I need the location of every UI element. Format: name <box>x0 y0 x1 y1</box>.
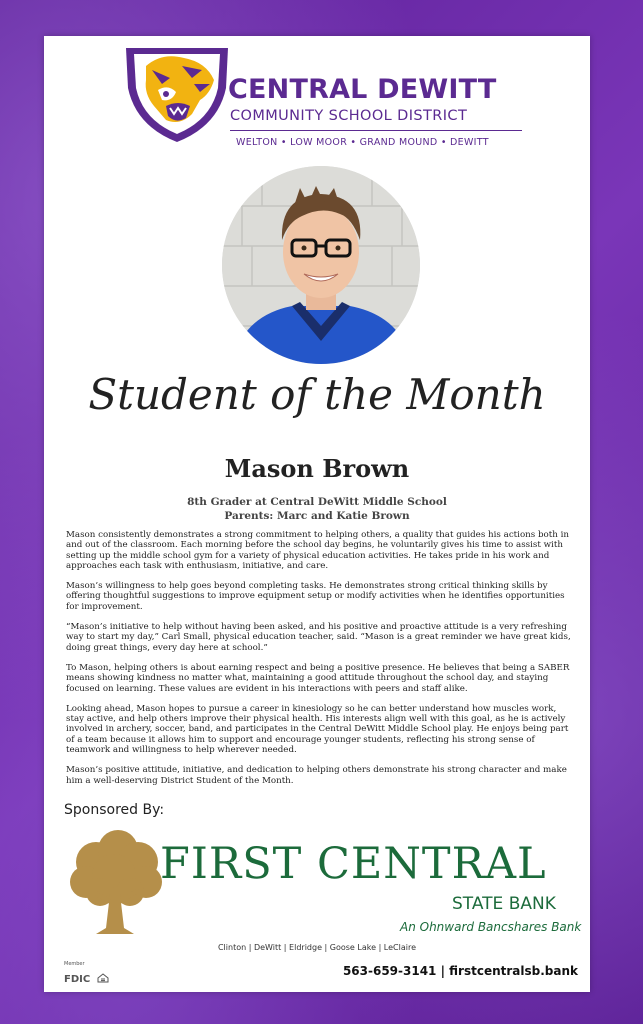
article-paragraph: “Mason’s initiative to help without having been asked, and his positive and proactive attitude is a very refreshing way to start my day,” Carl Small, physical education teacher, said. “Mason is a great reminder we have great kids, doing great things, every day here at school.” <box>66 622 571 653</box>
student-grade: 8th Grader at Central DeWitt Middle School <box>187 496 447 508</box>
student-parents: Parents: Marc and Katie Brown <box>224 510 410 522</box>
district-header <box>122 44 542 154</box>
sponsored-label: Sponsored By: <box>64 802 165 818</box>
bank-locations: Clinton | DeWitt | Eldridge | Goose Lake | LeClaire <box>217 943 417 952</box>
feature-title: Student of the Month <box>88 370 546 419</box>
bank-name: FIRST CENTRAL <box>160 839 547 889</box>
student-portrait-illustration <box>222 166 420 364</box>
equal-housing-icon <box>97 973 109 983</box>
fdic-member-label: Member <box>64 961 85 967</box>
fdic-badge <box>64 961 109 986</box>
fdic-label: FDIC <box>64 974 91 985</box>
header-divider <box>230 130 522 131</box>
bank-tagline: An Ohnward Bancshares Bank <box>400 920 582 934</box>
tiger-crest-icon <box>122 44 232 144</box>
article-paragraph: Looking ahead, Mason hopes to pursue a career in kinesiology so he can better understand how muscles work, stay active, and help others improve their physical health. His interests align well with this goal, as he is actively involved in archery, soccer, band, and participates in the Central DeWitt Middle School play. He enjoys being part of a team because it allows him to support and encourage younger students, reflecting his strong sense of teamwork and willingness to help wherever needed. <box>66 703 569 756</box>
district-name: CENTRAL DEWITT <box>228 74 497 105</box>
article-paragraph: Mason’s willingness to help goes beyond completing tasks. He demonstrates strong critical thinking skills by offering thoughtful suggestions to improve equipment setup or modify activities when he identifies opportunities for improvement. <box>66 581 565 612</box>
district-towns: WELTON • LOW MOOR • GRAND MOUND • DEWITT <box>236 137 489 148</box>
student-name: Mason Brown <box>224 454 410 483</box>
district-subtitle: COMMUNITY SCHOOL DISTRICT <box>230 108 468 124</box>
bank-contact: 563-659-3141 | firstcentralsb.bank <box>342 964 578 978</box>
article-paragraph: Mason consistently demonstrates a strong commitment to helping others, a quality that guides his actions both in and out of the classroom. Each morning before the school day begins, he voluntarily gives his time to assist with setting up the middle school gym for a variety of physical education activities. He takes pride in his work and approaches each task with enthusiasm, initiative, and care. <box>66 530 570 571</box>
student-portrait <box>222 166 420 364</box>
bank-subtitle: STATE BANK <box>452 894 556 914</box>
article-paragraph: Mason’s positive attitude, initiative, and dedication to helping others demonstrate his strong character and make him a well-deserving District Student of the Month. <box>66 765 567 786</box>
article-body <box>66 530 576 796</box>
article-paragraph: To Mason, helping others is about earning respect and being a positive presence. He believes that being a SABER means showing kindness no matter what, maintaining a good attitude throughout the school day, and staying focused on learning. These values are evident in his interactions with peers and staff alike. <box>66 662 570 694</box>
oak-tree-icon <box>66 828 164 938</box>
flyer-card <box>44 36 590 992</box>
